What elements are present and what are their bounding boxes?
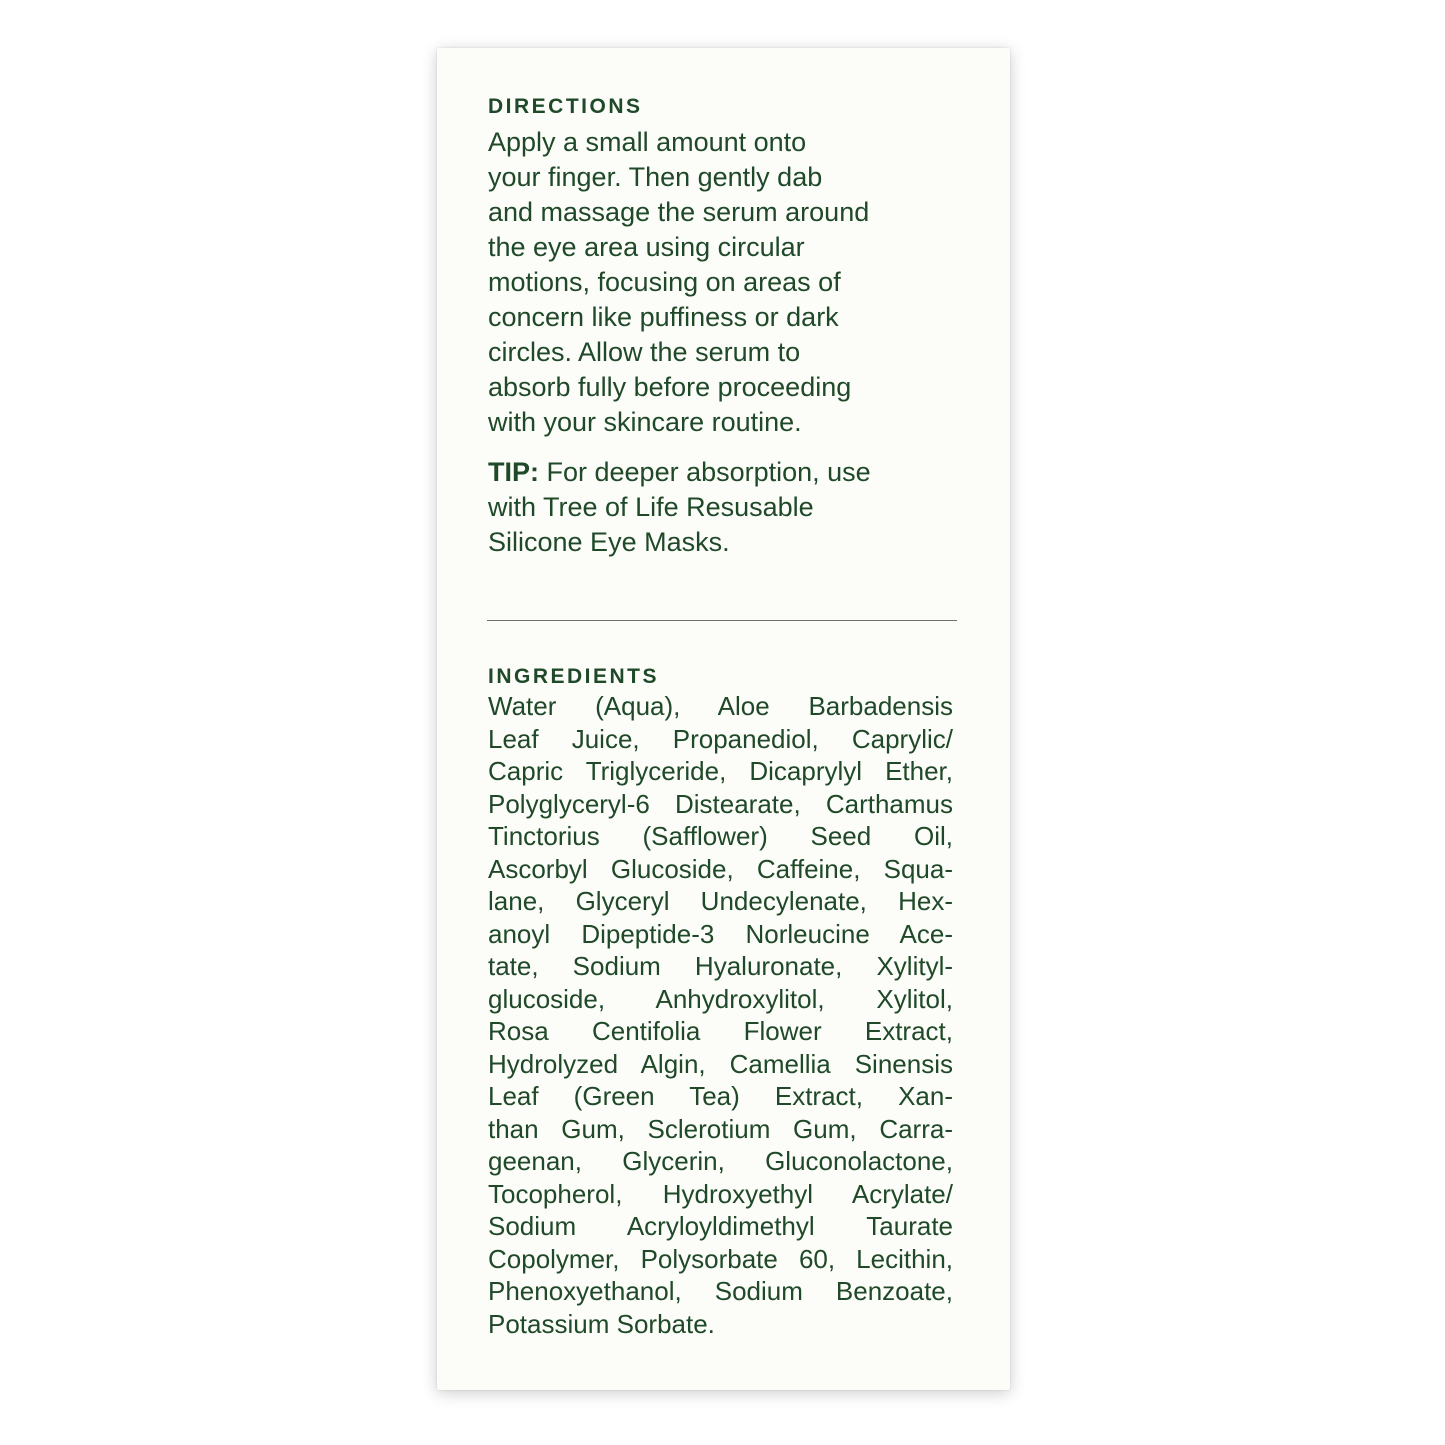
- directions-line: the eye area using circular: [488, 232, 805, 262]
- ingredients-heading: INGREDIENTS: [488, 665, 660, 688]
- tip-paragraph: [488, 455, 958, 560]
- directions-line: circles. Allow the serum to: [488, 337, 801, 367]
- product-label-panel: [437, 48, 1010, 1390]
- ingredients-line: Hydrolyzed Algin, Camellia Sinensis: [488, 1048, 953, 1079]
- directions-line: Apply a small amount onto: [488, 127, 807, 157]
- ingredients-line: Ascorbyl Glucoside, Caffeine, Squa-: [488, 853, 953, 884]
- tip-line: [488, 455, 958, 490]
- ingredients-line: Tinctorius (Safflower) Seed Oil,: [488, 821, 953, 851]
- tip-line: with Tree of Life Resusable: [488, 492, 814, 522]
- ingredients-line: Sodium Acryloyldimethyl Taurate: [488, 1211, 953, 1241]
- ingredients-line: Tocopherol, Hydroxyethyl Acrylate/: [488, 1178, 953, 1209]
- directions-heading: DIRECTIONS: [488, 95, 643, 118]
- tip-line: Silicone Eye Masks.: [488, 527, 730, 557]
- ingredients-line: than Gum, Sclerotium Gum, Carra-: [488, 1113, 953, 1144]
- directions-paragraph: [488, 125, 958, 440]
- ingredients-line: tate, Sodium Hyaluronate, Xylityl-: [488, 951, 953, 981]
- directions-line: with your skincare routine.: [488, 407, 802, 437]
- ingredients-line: Copolymer, Polysorbate 60, Lecithin,: [488, 1243, 953, 1274]
- directions-line: absorb fully before proceeding: [488, 372, 852, 402]
- ingredients-line: Leaf (Green Tea) Extract, Xan-: [488, 1081, 953, 1111]
- directions-line: concern like puffiness or dark: [488, 302, 839, 332]
- ingredients-line: anoyl Dipeptide-3 Norleucine Ace-: [488, 918, 953, 949]
- ingredients-line: lane, Glyceryl Undecylenate, Hex-: [488, 886, 953, 916]
- ingredients-paragraph: [488, 690, 953, 1340]
- directions-line: your finger. Then gently dab: [488, 162, 823, 192]
- ingredients-line: Phenoxyethanol, Sodium Benzoate,: [488, 1276, 953, 1306]
- directions-line: and massage the serum around: [488, 197, 870, 227]
- ingredients-line: Capric Triglyceride, Dicaprylyl Ether,: [488, 756, 953, 786]
- tip-label: TIP:: [488, 457, 539, 487]
- ingredients-line: Rosa Centifolia Flower Extract,: [488, 1016, 953, 1046]
- directions-line: motions, focusing on areas of: [488, 267, 841, 297]
- tip-line-rest: For deeper absorption, use: [539, 457, 871, 487]
- ingredients-line: Water (Aqua), Aloe Barbadensis: [488, 691, 953, 721]
- ingredients-line: Leaf Juice, Propanediol, Caprylic/: [488, 723, 953, 754]
- ingredients-line: Potassium Sorbate.: [488, 1308, 715, 1339]
- ingredients-line: glucoside, Anhydroxylitol, Xylitol,: [488, 983, 953, 1014]
- ingredients-line: Polyglyceryl-6 Distearate, Carthamus: [488, 788, 953, 819]
- section-divider: [487, 620, 957, 621]
- ingredients-line: geenan, Glycerin, Gluconolactone,: [488, 1146, 953, 1176]
